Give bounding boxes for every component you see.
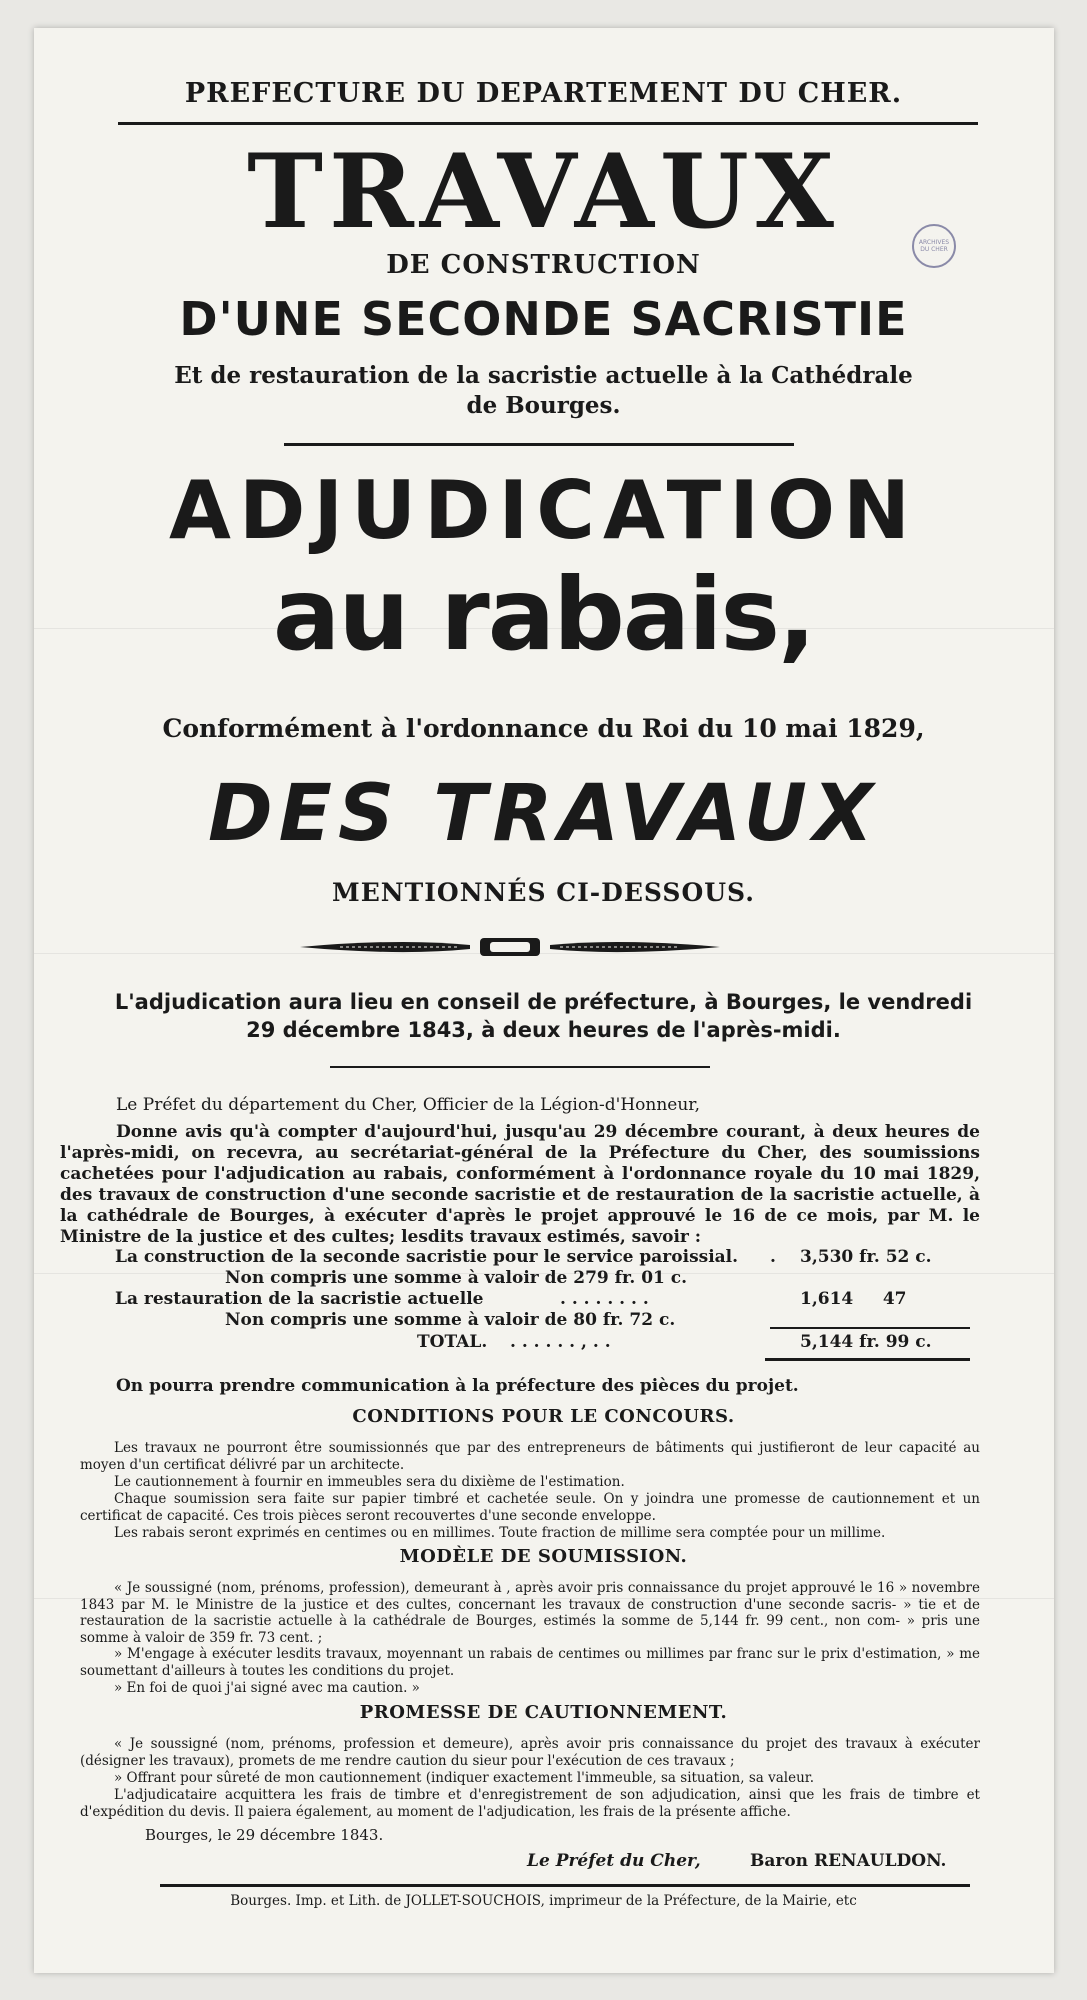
conditions-p3: Chaque soumission sera faite sur papier timbré et cachetée seule. On y joindra une promesse de cautionnement et un certificat de capacité. Ces trois pièces seront recouvertes d'une seconde enveloppe. [80, 1491, 980, 1524]
subtitle-restauration-2: de Bourges. [466, 392, 621, 419]
cost-dots: . . . . . . , . . [510, 1332, 611, 1352]
communication-line: On pourra prendre communication à la préfecture des pièces du projet. [116, 1376, 799, 1396]
promesse-p1: « Je soussigné (nom, prénoms, profession et demeure), après avoir pris connaissance du projet des travaux à exécuter (désigner les travaux), promets de me rendre caution du sieur pour l'exécution de ces travaux ; [80, 1736, 980, 1769]
signature-role: Le Préfet du Cher, [527, 1851, 701, 1871]
promesse-p3: L'adjudicataire acquittera les frais de timbre et d'enregistrement de son adjudication, ainsi que les frais de timbre et d'expédition du devis. Il paiera également, au moment de l'adjudication, les frais de la présente affiche. [80, 1787, 980, 1820]
ornament-divider [300, 934, 720, 960]
conditions-p2: Le cautionnement à fournir en immeubles sera du dixième de l'estimation. [114, 1474, 625, 1490]
total-amount: 5,144 fr. 99 c. [800, 1332, 932, 1352]
notice-paragraph: Donne avis qu'à compter d'aujourd'hui, jusqu'au 29 décembre courant, à deux heures de l'après-midi, on recevra, au secrétariat-général de la Préfecture du Cher, des soumissions cachetées pour l'adjudication au rabais, conformément à l'ordonnance royale du 10 mai 1829, des travaux de construction d'une seconde sacristie et de restauration de la sacristie actuelle, à la cathédrale de Bourges, à exécuter d'après le projet approuvé le 16 de ce mois, par M. le Ministre de la justice et des cultes; lesdits travaux estimés, savoir : [60, 1122, 980, 1247]
conditions-p1: Les travaux ne pourront être soumissionnés que par des entrepreneurs de bâtiments qui justifieront de leur capacité au moyen d'un certificat délivré par un architecte. [80, 1440, 980, 1473]
ordonnance-line: Conformément à l'ordonnance du Roi du 10 mai 1829, [162, 714, 925, 743]
subtitle-sacristie: D'UNE SECONDE SACRISTIE [179, 292, 908, 346]
total-rule-bottom [765, 1358, 970, 1361]
place-date: Bourges, le 29 décembre 1843. [145, 1826, 384, 1844]
cost-amount-construction: 3,530 fr. 52 c. [800, 1247, 932, 1267]
des-travaux-heading: DES TRAVAUX [207, 769, 880, 859]
modele-p3: » En foi de quoi j'ai signé avec ma caution. » [114, 1680, 420, 1696]
cost-label-construction: La construction de la seconde sacristie pour le service paroissial. [115, 1247, 739, 1267]
prefecture-heading: PREFECTURE DU DEPARTEMENT DU CHER. [184, 78, 903, 109]
modele-title: MODÈLE DE SOUMISSION. [399, 1546, 688, 1567]
subtitle-construction: DE CONSTRUCTION [386, 250, 701, 280]
promesse-title: PROMESSE DE CAUTIONNEMENT. [359, 1702, 728, 1723]
conditions-title: CONDITIONS POUR LE CONCOURS. [352, 1406, 735, 1427]
modele-p1: « Je soussigné (nom, prénoms, profession), demeurant à , après avoir pris connaissance du projet approuvé le 16 » novembre 1843 par M. le Ministre de la justice et des cultes, concernant les travaux de construction d'une seconde sacris- » tie et de restauration de la sacristie actuelle à la cathédrale de Bourges, estimés la somme de 5,144 fr. 99 cent., non com- » pris une somme à valoir de 359 fr. 73 cent. ; [80, 1580, 980, 1646]
total-label: TOTAL. [417, 1332, 488, 1352]
mentionnes-heading: MENTIONNÉS CI-DESSOUS. [332, 878, 755, 907]
signature-name: Baron RENAULDON. [750, 1851, 947, 1871]
stamp-text: ARCHIVES DU CHER [918, 239, 950, 253]
date-notice-line2: 29 décembre 1843, à deux heures de l'après-midi. [246, 1018, 841, 1042]
conditions-p4: Les rabais seront exprimés en centimes ou en millimes. Toute fraction de millime sera comptée pour un millime. [114, 1525, 886, 1541]
cost-dots: . . . . . . . . [560, 1289, 649, 1309]
archive-stamp-icon [912, 224, 956, 268]
cost-dots: . [770, 1247, 776, 1267]
cost-note-construction: Non compris une somme à valoir de 279 fr. 01 c. [225, 1268, 688, 1288]
footer-rule [160, 1884, 970, 1887]
modele-p2: » M'engage à exécuter lesdits travaux, moyennant un rabais de centimes ou millimes par franc sur le prix d'estimation, » me soumettant d'ailleurs à toutes les conditions du projet. [80, 1646, 980, 1679]
cost-note-restauration: Non compris une somme à valoir de 80 fr. 72 c. [225, 1310, 676, 1330]
header-rule [118, 122, 978, 125]
promesse-p2: » Offrant pour sûreté de mon cautionnement (indiquer exactement l'immeuble, sa situation, sa valeur. [114, 1770, 815, 1786]
subtitle-restauration-1: Et de restauration de la sacristie actuelle à la Cathédrale [174, 362, 913, 389]
date-notice-line1: L'adjudication aura lieu en conseil de préfecture, à Bourges, le vendredi [114, 990, 973, 1014]
printer-line: Bourges. Imp. et Lith. de JOLLET-SOUCHOIS, imprimeur de la Préfecture, de la Mairie, etc [230, 1893, 857, 1909]
au-rabais-heading: au rabais, [272, 556, 815, 673]
notice-rule [330, 1066, 710, 1068]
intro-line: Le Préfet du département du Cher, Officier de la Légion-d'Honneur, [116, 1095, 700, 1115]
adjudication-heading: ADJUDICATION [169, 464, 918, 557]
cost-amount-restauration: 1,614 47 [800, 1289, 907, 1309]
total-rule-top [770, 1327, 970, 1329]
cost-label-restauration: La restauration de la sacristie actuelle [115, 1289, 484, 1309]
section-rule [284, 443, 794, 446]
title-travaux: TRAVAUX [247, 132, 840, 252]
